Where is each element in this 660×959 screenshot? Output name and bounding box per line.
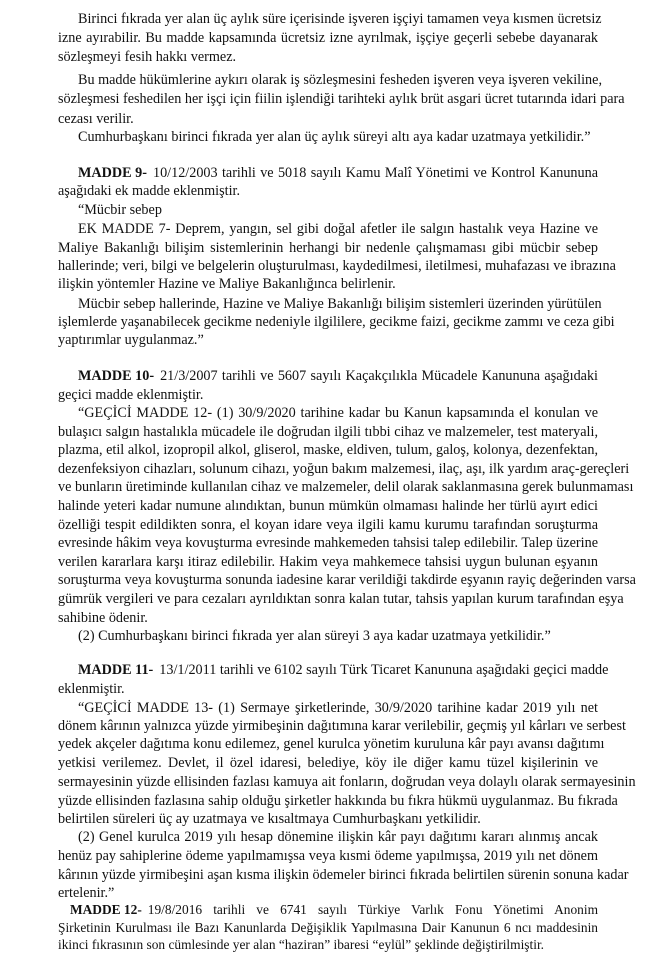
paragraph-line: “GEÇİCİ MADDE 12- (1) 30/9/2020 tarihine kadar bu Kanun kapsamında el konulan ve [78, 404, 598, 421]
paragraph-line: Birinci fıkrada yer alan üç aylık süre içerisinde işveren işçiyi tamamen veya kısmen ücretsiz [78, 11, 602, 27]
article-10-intro: 21/3/2007 tarihli ve 5607 sayılı Kaçakçılıkla Mücadele Kanununa aşağıdaki [160, 368, 598, 385]
paragraph-line: ilişkin yöntemler Hazine ve Maliye Bakanlığınca belirlenir. [58, 276, 396, 293]
paragraph-line: verilen kararlara karşı itiraz edilebilir. Hakim veya mahkemece tahsisi uygun bulunan eşyanın [58, 554, 598, 571]
article-9-intro: 10/12/2003 tarihli ve 5018 sayılı Kamu Malî Yönetimi ve Kontrol Kanununa [152, 165, 598, 182]
paragraph-line: “Mücbir sebep [78, 201, 162, 218]
paragraph-line: yüzde ellisinden fazlasına sahip olduğu şirketler hakkında bu fıkra hükmü uygulanmaz. Bu fıkrada [58, 792, 618, 809]
paragraph-line: henüz pay sahiplerine ödeme yapılmamışsa veya kısmi ödeme yapılmışsa, 2019 yılı net dönem [58, 848, 598, 865]
paragraph-line: özelliği tespit edildikten sonra, el koyan idare veya ilgili kamu kurumu tarafından soruşturma [58, 516, 598, 533]
paragraph-line: izne ayırabilir. Bu madde kapsamında ücretsiz izne ayrılmak, işçiye geçerli sebebe dayanarak [58, 30, 598, 47]
article-10-label: MADDE 10- [78, 368, 155, 385]
article-11-label: MADDE 11- [78, 662, 154, 679]
paragraph-line: yedek akçeler dağıtıma konu edilemez, genel kurulca yönetim kuruluna kâr payı avansı dağıtımı [58, 736, 605, 753]
paragraph-line: belirtilen süreleri üç ay uzatmaya ve kısaltmaya Cumhurbaşkanı yetkilidir. [58, 810, 481, 827]
paragraph-line: ikinci fıkrasının son cümlesinde yer alan “haziran” ibaresi “eylül” şeklinde değiştirilmiştir. [58, 937, 545, 952]
paragraph-line: kârının yüzde yirmibeşini aşan kısma ilişkin ödemeler birinci fıkrada belirtilen sürenin sonuna kadar [58, 866, 629, 883]
paragraph-line: (2) Genel kurulca 2019 yılı hesap dönemine ilişkin kâr payı dağıtımı kararı alınmış ancak [78, 829, 598, 846]
paragraph-line: hallerinde; veri, bilgi ve belgelerin oluşturulması, kaydedilmesi, iletilmesi, muhafazası ve ibrazına [58, 258, 616, 275]
paragraph-line: ve bunların üretiminde kullanılan cihaz ve malzemeler, delil olarak saklanmasına gerek bulunmaması [58, 479, 634, 496]
paragraph-line: dezenfeksiyon cihazları, solunum cihazı, yoğun bakım malzemesi, ilaç, aşı, ilk yardım araç-gereçleri [58, 461, 630, 478]
paragraph-line: Maliye Bakanlığı bilişim sistemlerinin herhangi bir nedenle çalışmaması gibi mücbir sebep [58, 239, 598, 256]
paragraph-line: cezası verilir. [58, 110, 134, 127]
paragraph-line: Cumhurbaşkanı birinci fıkrada yer alan üç aylık süreyi altı aya kadar uzatmaya yetkilidir.” [78, 128, 591, 145]
paragraph-line: yaptırımlar uygulanmaz.” [58, 331, 204, 348]
paragraph-line: gümrük vergileri ve para cezaları ayrıldıktan sonra kalan tutar, tahsis yapılan kurum tarafından eşya [58, 590, 624, 607]
paragraph-line: geçici madde eklenmiştir. [58, 386, 204, 403]
paragraph-line: ertelenir.” [58, 884, 115, 901]
article-10-heading-line [78, 367, 598, 386]
paragraph-line: soruşturma veya kovuşturma sonunda iadesine karar verildiği takdirde eşyanın rayiç değerinden varsa [58, 572, 636, 589]
paragraph-line: bulaşıcı salgın hastalıkla mücadele ile doğrudan ilgili tıbbi cihaz ve malzemeler, test materyali, [58, 423, 598, 440]
paragraph-line: yetkisi verilemez. Devlet, il özel idaresi, belediye, köy ile diğer kamu tüzel kişilerinin ve [58, 755, 598, 772]
paragraph-line: EK MADDE 7- Deprem, yangın, sel gibi doğal afetler ile salgın hastalık veya Hazine ve [78, 220, 598, 237]
paragraph-line: dönem kârının yalnızca yüzde yirmibeşinin dağıtımına karar verilebilir, geçmiş yıl kârları ve serbest [58, 718, 626, 735]
paragraph-line: halinde yeteri kadar numune alındıktan, bunun mümkün olmaması halinde her türlü ayırt edici [58, 497, 598, 514]
article-11-heading-line [78, 661, 609, 680]
paragraph-line: Mücbir sebep hallerinde, Hazine ve Maliye Bakanlığı bilişim sistemleri üzerinden yürütülen [78, 295, 602, 312]
paragraph-line: evresinde hâkim veya kovuşturma evresinde mahkemeden tahsisi talep edilebilir. Talep üzerine [58, 535, 598, 552]
paragraph-line: (2) Cumhurbaşkanı birinci fıkrada yer alan süreyi 3 aya kadar uzatmaya yetkilidir.” [78, 627, 551, 644]
paragraph-line: Şirketinin Kurulması ile Bazı Kanunlarda Değişiklik Yapılmasına Dair Kanunun 6 ncı maddesinin [58, 920, 598, 935]
paragraph-line: aşağıdaki ek madde eklenmiştir. [58, 183, 241, 200]
paragraph-line: plazma, etil alkol, izopropil alkol, gliserol, maske, eldiven, tulum, galoş, kolonya, dezenfektan, [58, 442, 598, 459]
paragraph-line: sözleşmeyi fesih hakkı vermez. [58, 49, 237, 66]
paragraph-line: sahibine ödenir. [58, 609, 148, 626]
article-12-overflow [58, 919, 598, 953]
paragraph-line: eklenmiştir. [58, 680, 125, 697]
paragraph-line: “GEÇİCİ MADDE 13- (1) Sermaye şirketlerinde, 30/9/2020 tarihine kadar 2019 yılı net [78, 699, 598, 716]
article-9-label: MADDE 9- [78, 165, 147, 182]
article-9-heading-line [78, 164, 598, 183]
paragraph-line: sözleşmesi feshedilen her işçi için fiilin işlendiği tarihteki aylık brüt asgari ücret tutarında idari para [58, 91, 625, 108]
paragraph-line: Bu madde hükümlerine aykırı olarak iş sözleşmesini fesheden işveren veya işveren vekiline, [78, 72, 602, 89]
paragraph-line: işlemlerde yaşanabilecek gecikme nedeniyle ilgililere, gecikme faizi, gecikme zammı ve ceza gibi [58, 313, 615, 330]
paragraph-line: sermayesinin yüzde ellisinden fazlası kamuya ait fonların, doğrudan veya dolaylı olarak sermayesinin [58, 773, 636, 790]
article-12-label: MADDE 12- [70, 902, 142, 917]
article-11-intro: 13/1/2011 tarihli ve 6102 sayılı Türk Ticaret Kanununa aşağıdaki geçici madde [159, 662, 609, 679]
article-12-intro: 19/8/2016 tarihli ve 6741 sayılı Türkiye Varlık Fonu Yönetimi Anonim [147, 902, 598, 917]
